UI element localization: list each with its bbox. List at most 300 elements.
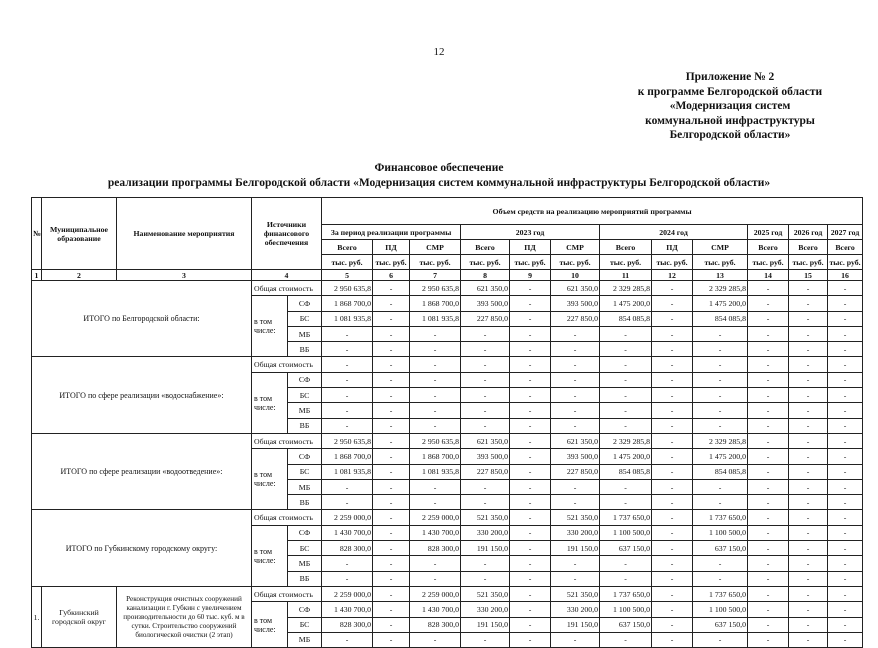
value-cell: 1 475 200,0 xyxy=(693,449,748,464)
value-cell: - xyxy=(789,525,828,540)
value-cell: - xyxy=(789,403,828,418)
unit-cell: тыс. руб. xyxy=(652,255,693,270)
value-cell: - xyxy=(461,418,510,433)
value-cell: - xyxy=(600,388,652,403)
value-cell: - xyxy=(828,433,863,448)
header-municipality: Муниципальное образование xyxy=(42,198,117,270)
value-cell: - xyxy=(461,556,510,571)
appendix-line: Приложение № 2 xyxy=(685,71,775,83)
source-cell: БС xyxy=(288,464,322,479)
unit-cell: тыс. руб. xyxy=(322,255,373,270)
value-cell: - xyxy=(828,388,863,403)
value-cell: - xyxy=(510,281,551,296)
value-cell: - xyxy=(828,495,863,510)
value-cell: - xyxy=(410,403,461,418)
value-cell: 2 950 635,8 xyxy=(410,433,461,448)
value-cell: - xyxy=(461,571,510,586)
value-cell: - xyxy=(322,372,373,387)
value-cell: - xyxy=(693,556,748,571)
value-cell: 621 350,0 xyxy=(461,281,510,296)
value-cell: 227 850,0 xyxy=(461,464,510,479)
column-number-cell: 12 xyxy=(652,270,693,281)
table-row xyxy=(32,433,863,448)
value-cell: 2 950 635,8 xyxy=(322,433,373,448)
value-cell: - xyxy=(510,556,551,571)
value-cell: 1 100 500,0 xyxy=(693,602,748,617)
value-cell: - xyxy=(828,617,863,632)
unit-cell: тыс. руб. xyxy=(600,255,652,270)
value-cell: - xyxy=(461,479,510,494)
column-number-cell: 16 xyxy=(828,270,863,281)
value-cell: - xyxy=(693,357,748,372)
header-num: № xyxy=(32,198,42,270)
value-cell: - xyxy=(652,372,693,387)
value-cell: - xyxy=(600,571,652,586)
in-that-number-label: в том числе: xyxy=(252,602,288,648)
source-cell: СФ xyxy=(288,525,322,540)
in-that-number-label: в том числе: xyxy=(252,372,288,433)
appendix-line: коммунальной инфраструктуры xyxy=(645,114,815,127)
value-cell: - xyxy=(748,418,789,433)
value-cell: 1 868 700,0 xyxy=(322,449,373,464)
value-cell: - xyxy=(789,541,828,556)
value-cell: - xyxy=(789,433,828,448)
subheader-cell: СМР xyxy=(693,240,748,255)
source-cell: МБ xyxy=(288,326,322,341)
subheader-cell: Всего xyxy=(828,240,863,255)
subheader-cell: Всего xyxy=(748,240,789,255)
column-number-cell: 13 xyxy=(693,270,748,281)
value-cell: - xyxy=(828,525,863,540)
value-cell: 1 100 500,0 xyxy=(600,525,652,540)
value-cell: 854 085,8 xyxy=(600,464,652,479)
value-cell: 2 259 000,0 xyxy=(410,510,461,525)
value-cell: - xyxy=(748,403,789,418)
value-cell: 621 350,0 xyxy=(551,281,600,296)
value-cell: - xyxy=(828,464,863,479)
value-cell: - xyxy=(652,357,693,372)
value-cell: - xyxy=(789,311,828,326)
value-cell: 621 350,0 xyxy=(551,433,600,448)
value-cell: - xyxy=(373,525,410,540)
value-cell: - xyxy=(461,495,510,510)
value-cell: 1 081 935,8 xyxy=(410,464,461,479)
value-cell: - xyxy=(373,479,410,494)
value-cell: - xyxy=(600,357,652,372)
header-period-all: За период реализации программы xyxy=(322,225,461,240)
value-cell: - xyxy=(600,556,652,571)
value-cell: - xyxy=(748,510,789,525)
value-cell: - xyxy=(461,357,510,372)
value-cell: - xyxy=(510,571,551,586)
value-cell: 330 200,0 xyxy=(551,602,600,617)
value-cell: - xyxy=(789,479,828,494)
value-cell: - xyxy=(373,418,410,433)
value-cell: 521 350,0 xyxy=(461,586,510,601)
value-cell: - xyxy=(693,326,748,341)
value-cell: - xyxy=(828,571,863,586)
column-number-cell: 11 xyxy=(600,270,652,281)
value-cell: - xyxy=(322,495,373,510)
item-number: 1. xyxy=(32,586,42,647)
value-cell: - xyxy=(828,586,863,601)
value-cell: - xyxy=(322,556,373,571)
group-total-label: ИТОГО по сфере реализации «водоснабжение»: xyxy=(32,357,252,433)
value-cell: - xyxy=(600,418,652,433)
header-year-2025: 2025 год xyxy=(748,225,789,240)
value-cell: - xyxy=(828,602,863,617)
value-cell: 2 259 000,0 xyxy=(410,586,461,601)
column-number-cell: 4 xyxy=(252,270,322,281)
value-cell: - xyxy=(748,495,789,510)
value-cell: - xyxy=(789,571,828,586)
value-cell: - xyxy=(748,296,789,311)
value-cell: - xyxy=(373,296,410,311)
value-cell: - xyxy=(693,571,748,586)
value-cell: 2 950 635,8 xyxy=(410,281,461,296)
value-cell: - xyxy=(551,326,600,341)
value-cell: - xyxy=(551,342,600,357)
value-cell: - xyxy=(373,556,410,571)
value-cell: - xyxy=(789,388,828,403)
source-cell: СФ xyxy=(288,296,322,311)
value-cell: - xyxy=(748,326,789,341)
value-cell: - xyxy=(551,403,600,418)
value-cell: - xyxy=(410,571,461,586)
value-cell: - xyxy=(748,464,789,479)
value-cell: - xyxy=(789,357,828,372)
value-cell: 854 085,8 xyxy=(600,311,652,326)
value-cell: 330 200,0 xyxy=(461,602,510,617)
value-cell: - xyxy=(652,464,693,479)
value-cell: 1 100 500,0 xyxy=(693,525,748,540)
value-cell: - xyxy=(789,510,828,525)
source-cell: СФ xyxy=(288,602,322,617)
value-cell: 393 500,0 xyxy=(551,449,600,464)
value-cell: - xyxy=(828,449,863,464)
value-cell: - xyxy=(652,556,693,571)
value-cell: 1 081 935,8 xyxy=(410,311,461,326)
header-year-2027: 2027 год xyxy=(828,225,863,240)
document-title xyxy=(0,161,878,190)
appendix-line: «Модернизация систем xyxy=(669,100,791,112)
value-cell: - xyxy=(828,556,863,571)
value-cell: - xyxy=(789,586,828,601)
value-cell: - xyxy=(652,433,693,448)
item-measure: Реконструкция очистных сооружений канализации г. Губкин с увеличением производительности до 60 тыс. куб. м в сутки. Строительство сооружений биологической очистки (2 этап) xyxy=(117,586,252,647)
value-cell: - xyxy=(373,403,410,418)
value-cell: - xyxy=(748,617,789,632)
value-cell: - xyxy=(373,326,410,341)
value-cell: - xyxy=(373,433,410,448)
source-cell: МБ xyxy=(288,403,322,418)
value-cell: 1 430 700,0 xyxy=(322,525,373,540)
value-cell: - xyxy=(373,495,410,510)
value-cell: - xyxy=(748,372,789,387)
value-cell: - xyxy=(510,326,551,341)
value-cell: - xyxy=(510,586,551,601)
value-cell: - xyxy=(652,418,693,433)
value-cell: - xyxy=(828,403,863,418)
value-cell: - xyxy=(789,556,828,571)
value-cell: - xyxy=(510,479,551,494)
source-cell: БС xyxy=(288,388,322,403)
value-cell: 393 500,0 xyxy=(461,449,510,464)
unit-cell: тыс. руб. xyxy=(510,255,551,270)
value-cell: - xyxy=(510,388,551,403)
value-cell: - xyxy=(410,372,461,387)
value-cell: - xyxy=(510,372,551,387)
value-cell: - xyxy=(600,372,652,387)
column-number-cell: 14 xyxy=(748,270,789,281)
value-cell: - xyxy=(461,372,510,387)
value-cell: - xyxy=(789,372,828,387)
value-cell: - xyxy=(510,342,551,357)
value-cell: - xyxy=(789,632,828,647)
value-cell: 2 329 285,8 xyxy=(693,433,748,448)
value-cell: - xyxy=(652,326,693,341)
value-cell: - xyxy=(373,602,410,617)
page-number: 12 xyxy=(433,46,445,58)
value-cell: - xyxy=(322,418,373,433)
value-cell: - xyxy=(373,449,410,464)
value-cell: - xyxy=(551,479,600,494)
value-cell: - xyxy=(652,296,693,311)
value-cell: - xyxy=(510,510,551,525)
value-cell: 1 430 700,0 xyxy=(322,602,373,617)
value-cell: - xyxy=(600,632,652,647)
value-cell: 521 350,0 xyxy=(551,510,600,525)
value-cell: - xyxy=(410,388,461,403)
value-cell: 1 868 700,0 xyxy=(410,296,461,311)
value-cell: - xyxy=(322,357,373,372)
table-row xyxy=(32,281,863,296)
value-cell: 828 300,0 xyxy=(410,541,461,556)
value-cell: - xyxy=(652,632,693,647)
value-cell: - xyxy=(461,388,510,403)
value-cell: - xyxy=(652,449,693,464)
value-cell: 828 300,0 xyxy=(322,541,373,556)
unit-cell: тыс. руб. xyxy=(410,255,461,270)
header-year-2023: 2023 год xyxy=(461,225,600,240)
appendix-note xyxy=(615,70,845,143)
value-cell: - xyxy=(461,326,510,341)
value-cell: - xyxy=(652,342,693,357)
value-cell: 1 100 500,0 xyxy=(600,602,652,617)
value-cell: - xyxy=(373,357,410,372)
financing-table xyxy=(31,197,863,648)
value-cell: - xyxy=(828,632,863,647)
value-cell: - xyxy=(510,495,551,510)
value-cell: - xyxy=(410,556,461,571)
value-cell: 1 430 700,0 xyxy=(410,602,461,617)
value-cell: - xyxy=(510,632,551,647)
value-cell: - xyxy=(410,342,461,357)
value-cell: - xyxy=(828,510,863,525)
in-that-number-label: в том числе: xyxy=(252,296,288,357)
value-cell: 1 737 650,0 xyxy=(600,510,652,525)
value-cell: - xyxy=(789,602,828,617)
value-cell: - xyxy=(789,495,828,510)
value-cell: 2 259 000,0 xyxy=(322,586,373,601)
column-number-cell: 15 xyxy=(789,270,828,281)
value-cell: 227 850,0 xyxy=(551,311,600,326)
value-cell: 854 085,8 xyxy=(693,464,748,479)
value-cell: - xyxy=(748,357,789,372)
value-cell: - xyxy=(693,418,748,433)
value-cell: - xyxy=(600,495,652,510)
column-number-cell: 10 xyxy=(551,270,600,281)
value-cell: - xyxy=(693,632,748,647)
source-cell: ВБ xyxy=(288,342,322,357)
value-cell: - xyxy=(693,495,748,510)
value-cell: - xyxy=(652,586,693,601)
appendix-line: к программе Белгородской области xyxy=(637,85,823,98)
value-cell: 330 200,0 xyxy=(461,525,510,540)
source-cell: Общая стоимость xyxy=(252,281,322,296)
source-cell: МБ xyxy=(288,556,322,571)
value-cell: - xyxy=(652,525,693,540)
value-cell: - xyxy=(410,418,461,433)
appendix-line: Белгородской области» xyxy=(669,129,791,141)
value-cell: - xyxy=(410,495,461,510)
value-cell: - xyxy=(322,342,373,357)
value-cell: - xyxy=(828,357,863,372)
column-number-cell: 5 xyxy=(322,270,373,281)
unit-cell: тыс. руб. xyxy=(551,255,600,270)
value-cell: 637 150,0 xyxy=(600,617,652,632)
value-cell: - xyxy=(551,495,600,510)
value-cell: - xyxy=(828,311,863,326)
value-cell: - xyxy=(461,342,510,357)
unit-cell: тыс. руб. xyxy=(828,255,863,270)
value-cell: - xyxy=(748,541,789,556)
unit-cell: тыс. руб. xyxy=(748,255,789,270)
value-cell: - xyxy=(748,586,789,601)
source-cell: БС xyxy=(288,541,322,556)
value-cell: - xyxy=(510,418,551,433)
header-measure: Наименование мероприятия xyxy=(117,198,252,270)
value-cell: 2 259 000,0 xyxy=(322,510,373,525)
value-cell: - xyxy=(551,418,600,433)
value-cell: - xyxy=(600,326,652,341)
source-cell: ВБ xyxy=(288,418,322,433)
value-cell: - xyxy=(748,388,789,403)
value-cell: 2 329 285,8 xyxy=(693,281,748,296)
value-cell: - xyxy=(373,586,410,601)
value-cell: 1 430 700,0 xyxy=(410,525,461,540)
value-cell: - xyxy=(600,342,652,357)
unit-cell: тыс. руб. xyxy=(373,255,410,270)
value-cell: - xyxy=(789,342,828,357)
value-cell: - xyxy=(510,433,551,448)
value-cell: 2 329 285,8 xyxy=(600,281,652,296)
value-cell: - xyxy=(510,541,551,556)
value-cell: 227 850,0 xyxy=(551,464,600,479)
value-cell: - xyxy=(510,449,551,464)
group-total-label: ИТОГО по сфере реализации «водоотведение»: xyxy=(32,433,252,509)
value-cell: - xyxy=(789,617,828,632)
value-cell: 227 850,0 xyxy=(461,311,510,326)
value-cell: - xyxy=(748,525,789,540)
value-cell: 521 350,0 xyxy=(551,586,600,601)
value-cell: 2 329 285,8 xyxy=(600,433,652,448)
value-cell: 1 868 700,0 xyxy=(322,296,373,311)
value-cell: - xyxy=(789,281,828,296)
in-that-number-label: в том числе: xyxy=(252,449,288,510)
value-cell: 521 350,0 xyxy=(461,510,510,525)
unit-cell: тыс. руб. xyxy=(461,255,510,270)
value-cell: - xyxy=(461,632,510,647)
column-number-cell: 6 xyxy=(373,270,410,281)
value-cell: - xyxy=(748,311,789,326)
value-cell: - xyxy=(748,449,789,464)
document-title-line2: реализации программы Белгородской области «Модернизация систем коммунальной инфраструктуры Белгородской области» xyxy=(107,176,771,189)
value-cell: - xyxy=(373,342,410,357)
value-cell: - xyxy=(748,571,789,586)
header-sources: Источники финансового обеспечения xyxy=(252,198,322,270)
header-year-2024: 2024 год xyxy=(600,225,748,240)
value-cell: - xyxy=(828,418,863,433)
value-cell: - xyxy=(322,571,373,586)
value-cell: 637 150,0 xyxy=(693,541,748,556)
value-cell: 1 081 935,8 xyxy=(322,311,373,326)
value-cell: 191 150,0 xyxy=(461,541,510,556)
value-cell: 2 950 635,8 xyxy=(322,281,373,296)
value-cell: - xyxy=(551,372,600,387)
group-total-label: ИТОГО по Губкинскому городскому округу: xyxy=(32,510,252,586)
value-cell: - xyxy=(373,281,410,296)
value-cell: - xyxy=(510,296,551,311)
subheader-cell: Всего xyxy=(461,240,510,255)
source-cell: МБ xyxy=(288,479,322,494)
table-row xyxy=(32,510,863,525)
value-cell: 1 475 200,0 xyxy=(693,296,748,311)
value-cell: 621 350,0 xyxy=(461,433,510,448)
value-cell: - xyxy=(510,525,551,540)
value-cell: - xyxy=(748,479,789,494)
value-cell: 393 500,0 xyxy=(551,296,600,311)
value-cell: - xyxy=(322,403,373,418)
value-cell: - xyxy=(789,296,828,311)
source-cell: Общая стоимость xyxy=(252,357,322,372)
value-cell: - xyxy=(510,602,551,617)
subheader-cell: ПД xyxy=(652,240,693,255)
source-cell: ВБ xyxy=(288,571,322,586)
value-cell: 1 475 200,0 xyxy=(600,296,652,311)
value-cell: - xyxy=(789,464,828,479)
value-cell: 330 200,0 xyxy=(551,525,600,540)
source-cell: БС xyxy=(288,617,322,632)
value-cell: 1 868 700,0 xyxy=(410,449,461,464)
subheader-cell: Всего xyxy=(322,240,373,255)
value-cell: - xyxy=(510,403,551,418)
subheader-cell: СМР xyxy=(551,240,600,255)
value-cell: - xyxy=(373,388,410,403)
value-cell: - xyxy=(322,632,373,647)
value-cell: - xyxy=(652,571,693,586)
value-cell: - xyxy=(748,632,789,647)
subheader-cell: СМР xyxy=(410,240,461,255)
value-cell: - xyxy=(461,403,510,418)
value-cell: - xyxy=(828,296,863,311)
value-cell: - xyxy=(652,311,693,326)
value-cell: - xyxy=(410,326,461,341)
column-number-cell: 8 xyxy=(461,270,510,281)
value-cell: 854 085,8 xyxy=(693,311,748,326)
source-cell: ВБ xyxy=(288,495,322,510)
document-title-line1: Финансовое обеспечение xyxy=(374,162,504,174)
